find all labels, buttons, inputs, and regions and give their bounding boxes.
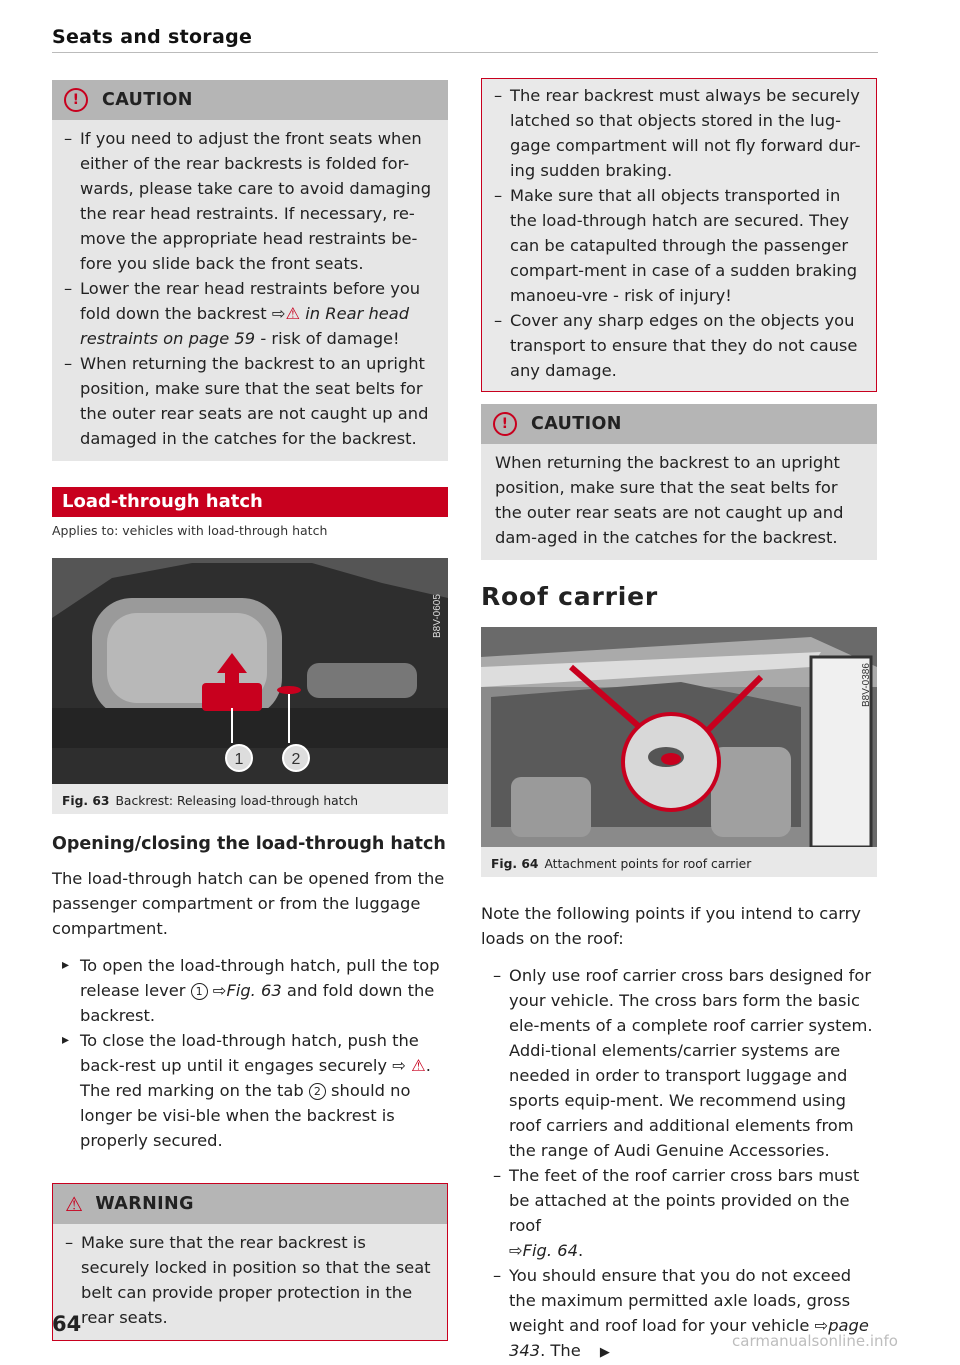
arrow-ref-icon: ⇨ — [392, 1056, 406, 1075]
step-text: To close the load-through hatch, push the back-rest up until it engages securely — [80, 1031, 419, 1075]
continue-arrow-icon: ▶ — [599, 1345, 610, 1360]
step-text: . The red marking on the tab — [80, 1056, 431, 1100]
figure-caption — [481, 851, 877, 877]
callout-1-ref: 1 — [191, 983, 208, 1000]
step-text: To open the load-through hatch, pull the top release lever — [80, 956, 440, 1000]
roof-item: – The feet of the roof carrier cross bars must be attached at the points provided on the roof ⇨Fig. 64. — [481, 1163, 877, 1263]
caution-icon: ! — [493, 412, 517, 436]
subsection-title: Opening/closing the load-through hatch — [52, 834, 446, 854]
figure-caption — [52, 788, 448, 814]
roof-item-text: You should ensure that you do not exceed the maximum permitted axle loads, gross weight and roof load for your vehicle — [509, 1266, 852, 1335]
figure-code: B8V-0386 — [861, 663, 872, 707]
paragraph: The load-through hatch can be opened from the passenger compartment or from the luggage compartment. — [52, 869, 445, 938]
roof-item: – Only use roof carrier cross bars designed for your vehicle. The cross bars form the basic ele-ments of a complete roof carrier system. Addi-tional elements/carrier systems are needed in order to transport luggage and sports equip-ment. We recommend using roof carriers and additional elements from the range of Audi Genuine Accessories. — [481, 963, 877, 1163]
caution-box-2 — [481, 404, 877, 560]
section-title-bar: Load-through hatch — [52, 487, 448, 517]
caution-icon: ! — [64, 88, 88, 112]
figure-64 — [481, 627, 877, 877]
arrow-ref-icon: ⇨ — [509, 1241, 523, 1260]
caution-item: – When returning the backrest to an upright position, make sure that the seat belts for the outer rear seats are not caught up and damaged in the catches for the backrest. — [52, 351, 434, 451]
figure-reference-link[interactable]: Fig. 63 — [226, 981, 282, 1000]
section-heading: Roof carrier — [481, 582, 658, 611]
cross-reference-link[interactable]: in Rear head restraints on page 59 — [80, 304, 410, 348]
caution-header — [481, 404, 877, 444]
warning-item: – Make sure that the rear backrest is securely locked in position so that the seat belt can provide proper protection in the rear seats. — [53, 1230, 433, 1330]
caution-box-1 — [52, 80, 448, 461]
figure-label: Fig. 64 — [491, 857, 539, 871]
roof-item-text: The feet of the roof carrier cross bars must be attached at the points provided on the roof — [509, 1166, 860, 1235]
warning-title: WARNING — [95, 1194, 194, 1214]
left-column — [52, 80, 448, 1341]
header-divider — [52, 52, 878, 53]
step-text: should no longer be visi-ble when the backrest is properly secured. — [80, 1081, 411, 1150]
figure-caption-text: Backrest: Releasing load-through hatch — [115, 794, 359, 808]
page-reference-link[interactable]: page 343 — [509, 1316, 869, 1360]
figure-label: Fig. 63 — [62, 794, 110, 808]
figure-reference-link[interactable]: Fig. 64 — [522, 1241, 578, 1260]
figure-code: B8V-0605 — [432, 594, 443, 638]
callout-1: 1 — [234, 751, 244, 768]
caution-title: CAUTION — [102, 90, 193, 110]
warning-box — [52, 1183, 448, 1341]
warning-item: – Cover any sharp edges on the objects you transport to ensure that they do not cause any damage. — [482, 308, 862, 383]
arrow-ref-icon: ⇨ — [814, 1316, 829, 1335]
caution-item: – If you need to adjust the front seats when either of the rear backrests is folded for-wards, please take care to avoid damaging the rear head restraints. If necessary, re-move the appropriate head restraints be-fore you slide back the front seats. — [52, 126, 434, 276]
figure-caption-text: Attachment points for roof carrier — [544, 857, 752, 871]
roof-item-text: . The — [540, 1341, 581, 1360]
arrow-ref-icon: ⇨ — [212, 981, 227, 1000]
caution-header — [52, 80, 448, 120]
figure-64-image — [481, 627, 877, 847]
figure-63 — [52, 558, 448, 814]
warning-triangle-icon[interactable]: ⚠ — [411, 1056, 426, 1075]
warning-header — [53, 1184, 447, 1224]
page-header-title: Seats and storage — [52, 26, 253, 48]
warning-item: – The rear backrest must always be securely latched so that objects stored in the lug-gage compartment will not fly forward dur-ing sudden braking. — [482, 83, 862, 183]
page-number: 64 — [52, 1312, 82, 1336]
step-item — [52, 1028, 448, 1153]
callout-2-ref: 2 — [309, 1083, 326, 1100]
caution-item-tail: - risk of damage! — [255, 329, 400, 348]
caution-text: When returning the backrest to an upright position, make sure that the seat belts for the outer rear seats are not caught up and dam-aged in the catches for the backrest. — [495, 453, 844, 547]
step-text: and fold down the backrest. — [80, 981, 435, 1025]
warning-triangle-icon: ⚠ — [285, 304, 301, 323]
callout-2: 2 — [291, 751, 301, 768]
watermark-footer: carmanualsonline.info — [732, 1332, 898, 1350]
right-column — [481, 78, 877, 1365]
applies-to-note: Applies to: vehicles with load-through hatch — [52, 523, 328, 538]
caution-item — [52, 276, 434, 351]
arrow-ref-icon: ⇨ — [271, 304, 286, 323]
figure-63-image — [52, 558, 448, 784]
paragraph: Note the following points if you intend to carry loads on the roof: — [481, 904, 861, 948]
warning-item: – Make sure that all objects transported in the load-through hatch are secured. They can be catapulted through the passenger compart-ment in case of a sudden braking manoeu-vre - risk of injury! — [482, 183, 862, 308]
caution-item-text: Lower the rear head restraints before you fold down the backrest — [80, 279, 421, 323]
warning-triangle-icon: ⚠ — [65, 1192, 84, 1216]
caution-title: CAUTION — [531, 414, 622, 434]
warning-continuation-box — [481, 78, 877, 392]
step-item — [52, 953, 448, 1028]
